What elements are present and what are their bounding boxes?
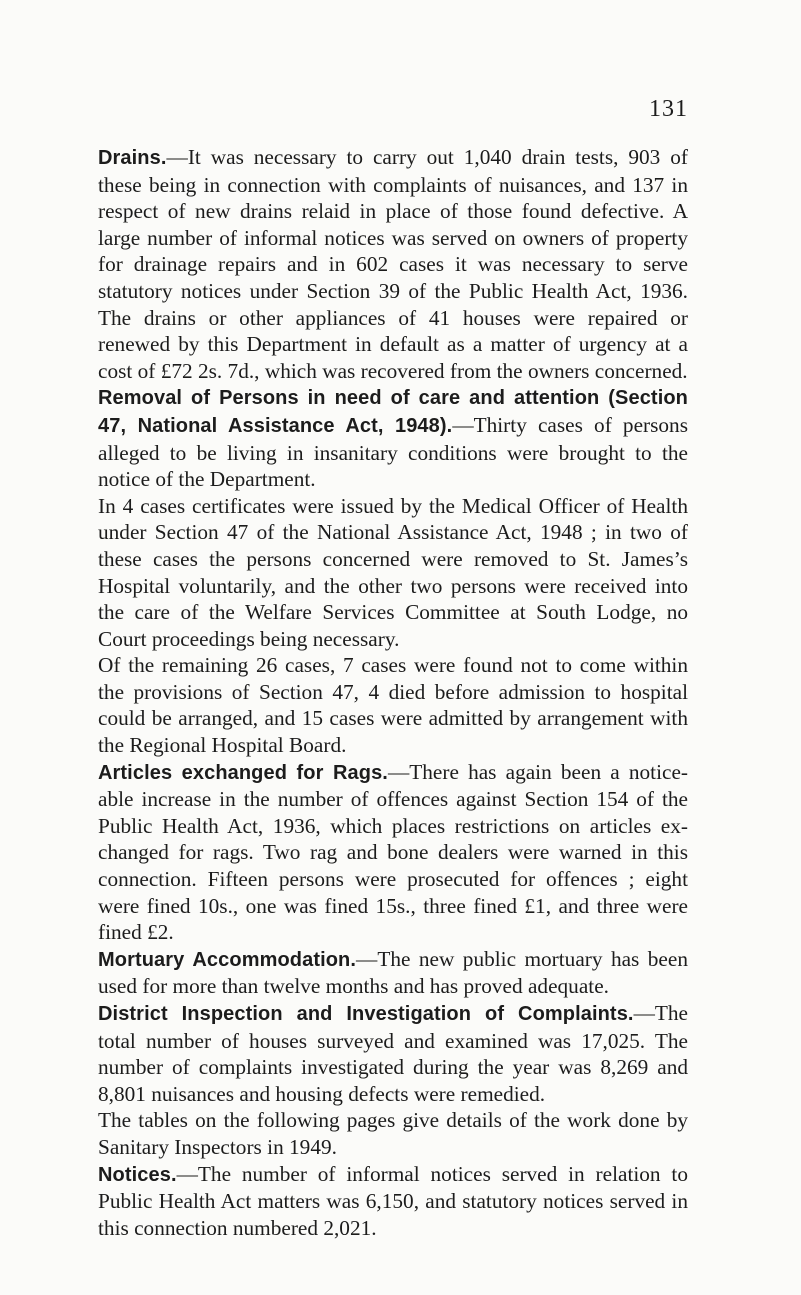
heading-district-inspection: District Inspection and Investigation of Complaints.	[98, 1003, 634, 1025]
paragraph-drains	[98, 144, 688, 384]
paragraph-mortuary	[98, 946, 688, 1000]
paragraph-certificates	[98, 493, 688, 653]
heading-notices: Notices.	[98, 1163, 177, 1186]
paragraph-body: The tables on the following pages give details of the work done by Sanitary Inspectors in 1949.	[98, 1108, 688, 1159]
heading-drains: Drains.	[98, 147, 167, 169]
paragraph-articles-exchanged	[98, 759, 688, 946]
paragraph-body: —There has again been a notice-able increase in the number of offences against Section 154 of the Public Health Act, 1936, which places restrictions on articles ex-changed for rags. Two rag and bone dealers were warned in this connection. Fifteen persons were prosecuted for offences ; eight were fined 10s., one was fined 15s., three fined £1, and three were fined £2.	[98, 759, 688, 945]
paragraph-body: —The new public mortuary has been used for more than twelve months and has proved adequate.	[98, 946, 688, 999]
paragraph-remaining-cases	[98, 652, 688, 758]
paragraph-notices	[98, 1161, 688, 1242]
paragraph-removal-of-persons	[98, 384, 688, 492]
paragraph-tables	[98, 1107, 688, 1160]
paragraph-body: In 4 cases certificates were issued by the Medical Officer of Health under Section 47 of the National Assistance Act, 1948 ; in two of these cases the persons concerned were removed to St. James’s Hospital voluntarily, and the other two persons were received into the care of the Welfare Services Committee at South Lodge, no Court proceedings being necessary.	[98, 493, 688, 651]
heading-removal-of-persons: Removal of Persons in need of care and attention (Section 47, National Assistance Act, 1948).	[98, 387, 688, 437]
paragraph-body: Of the remaining 26 cases, 7 cases were found not to come within the provisions of Section 47, 4 died before admission to hospital could be arranged, and 15 cases were admitted by arrangement with the Regional Hospital Board.	[98, 653, 688, 758]
paragraph-district-inspection	[98, 1000, 688, 1107]
paragraph-body: —The total number of houses surveyed and examined was 17,025. The number of complaints investigated during the year was 8,269 and 8,801 nuisances and housing defects were remedied.	[98, 1001, 688, 1106]
paragraph-body: —It was necessary to carry out 1,040 drain tests, 903 of these being in connection with complaints of nuisances, and 137 in respect of new drains relaid in place of those found defective. A large number of informal notices was served on owners of property for drainage repairs and in 602 cases it was necessary to serve statutory notices under Section 39 of the Public Health Act, 1936. The drains or other appliances of 41 houses were repaired or renewed by this Department in default as a matter of urgency at a cost of £72 2s. 7d., which was recovered from the owners concerned.	[98, 145, 688, 383]
heading-mortuary: Mortuary Accommodation.	[98, 948, 357, 971]
heading-articles-exchanged: Articles exchanged for Rags.	[98, 761, 388, 784]
paragraph-body: —Thirty cases of persons alleged to be living in insanitary conditions were brought to the notice of the Department.	[98, 412, 688, 492]
paragraph-body: —The number of informal notices served in relation to Public Health Act matters was 6,150, and statutory notices served in this connection numbered 2,021.	[98, 1161, 688, 1240]
page-number: 131	[649, 96, 688, 122]
document-body	[98, 144, 688, 1241]
